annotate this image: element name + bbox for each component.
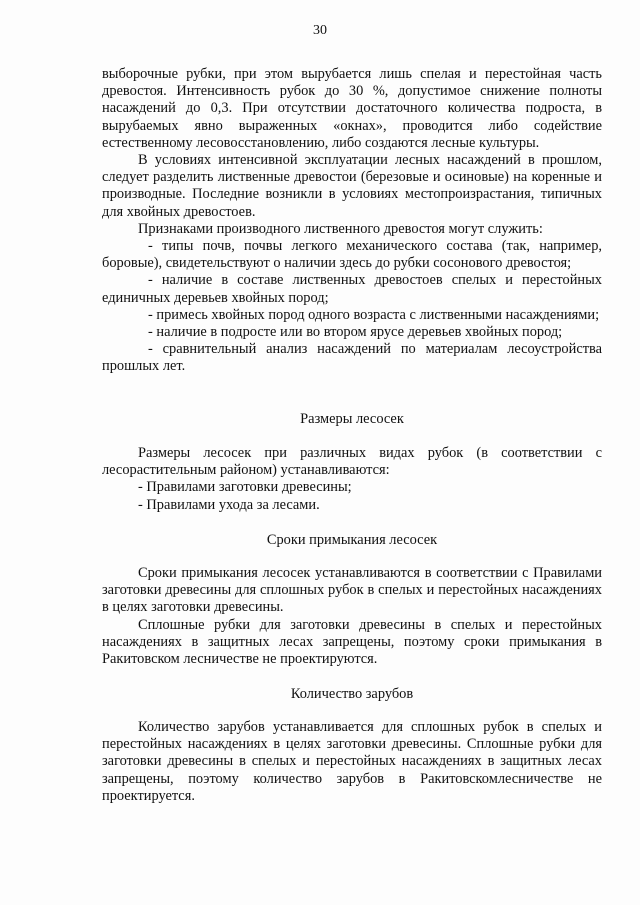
heading-cut-count: Количество зарубов (290, 686, 414, 702)
section-adjacency-periods (102, 565, 602, 668)
list-item: - типы почв, почвы легкого механического состава (так, например, боровые), свидетельствуют о наличии здесь до рубки сосонового древостоя; (102, 238, 602, 272)
heading-cutting-area-sizes: Размеры лесосек (300, 411, 404, 427)
section-logging-methods (102, 66, 602, 376)
paragraph-sizes: Размеры лесосек при различных видах рубок (в соответствии с лесорастительным районом) устанавливаются: (102, 445, 602, 479)
page-number: 30 (313, 23, 327, 38)
paragraph-adjacency-protective: Сплошные рубки для заготовки древесины в спелых и перестойных насаждениях в защитных лесах запрещены, поэтому сроки примыкания в Ракитовском лесничестве не проектируются. (102, 616, 602, 668)
section-cutting-area-sizes (102, 445, 602, 514)
list-item: - примесь хвойных пород одного возраста с лиственными насаждениями; (148, 306, 600, 323)
paragraph-adjacency-rules: Сроки примыкания лесосек устанавливаются в соответствии с Правилами заготовки древесины для сплошных рубок в спелых и перестойных насаждениях в целях заготовки древесины. (102, 565, 602, 616)
list-item: - Правилами ухода за лесами. (138, 496, 320, 513)
list-item: - наличие в составе лиственных древостоев спелых и перестойных единичных деревьев хвойных пород; (102, 272, 602, 306)
paragraph-selective-logging: выборочные рубки, при этом вырубается лишь спелая и перестойная часть древостоя. Интенсивность рубок до 30 %, допустимое снижение полноты насаждений до 0,3. При отсутствии достаточного количества подроста, в вырубаемых явно выраженных «окнах», проводится либо содействие естественному лесовосстановлению, либо создаются лесные культуры. (102, 66, 602, 151)
list-item: - сравнительный анализ насаждений по материалам лесоустройства прошлых лет. (102, 341, 602, 375)
list-item: - Правилами заготовки древесины; (138, 479, 352, 496)
section-cut-count (102, 719, 602, 805)
list-item: - наличие в подросте или во втором ярусе деревьев хвойных пород; (148, 324, 563, 341)
heading-adjacency-periods: Сроки примыкания лесосек (266, 532, 438, 548)
paragraph-deciduous-stands: В условиях интенсивной эксплуатации лесных насаждений в прошлом, следует разделить лиственные древостои (березовые и осиновые) на коренные и производные. Последние возникли в условиях местопроизрастания, типичных для хвойных древостоев. (102, 152, 602, 220)
paragraph-cut-count: Количество зарубов устанавливается для сплошных рубок в спелых и перестойных насаждениях в целях заготовки древесины. Сплошные рубки для заготовки древесины в спелых и перестойных насаждениях в защитных лесах запрещены, поэтому количество зарубов в Ракитовскомлесничестве не проектируется. (102, 719, 602, 804)
paragraph-derivative-signs-intro: Признаками производного лиственного древостоя могут служить: (138, 220, 543, 237)
